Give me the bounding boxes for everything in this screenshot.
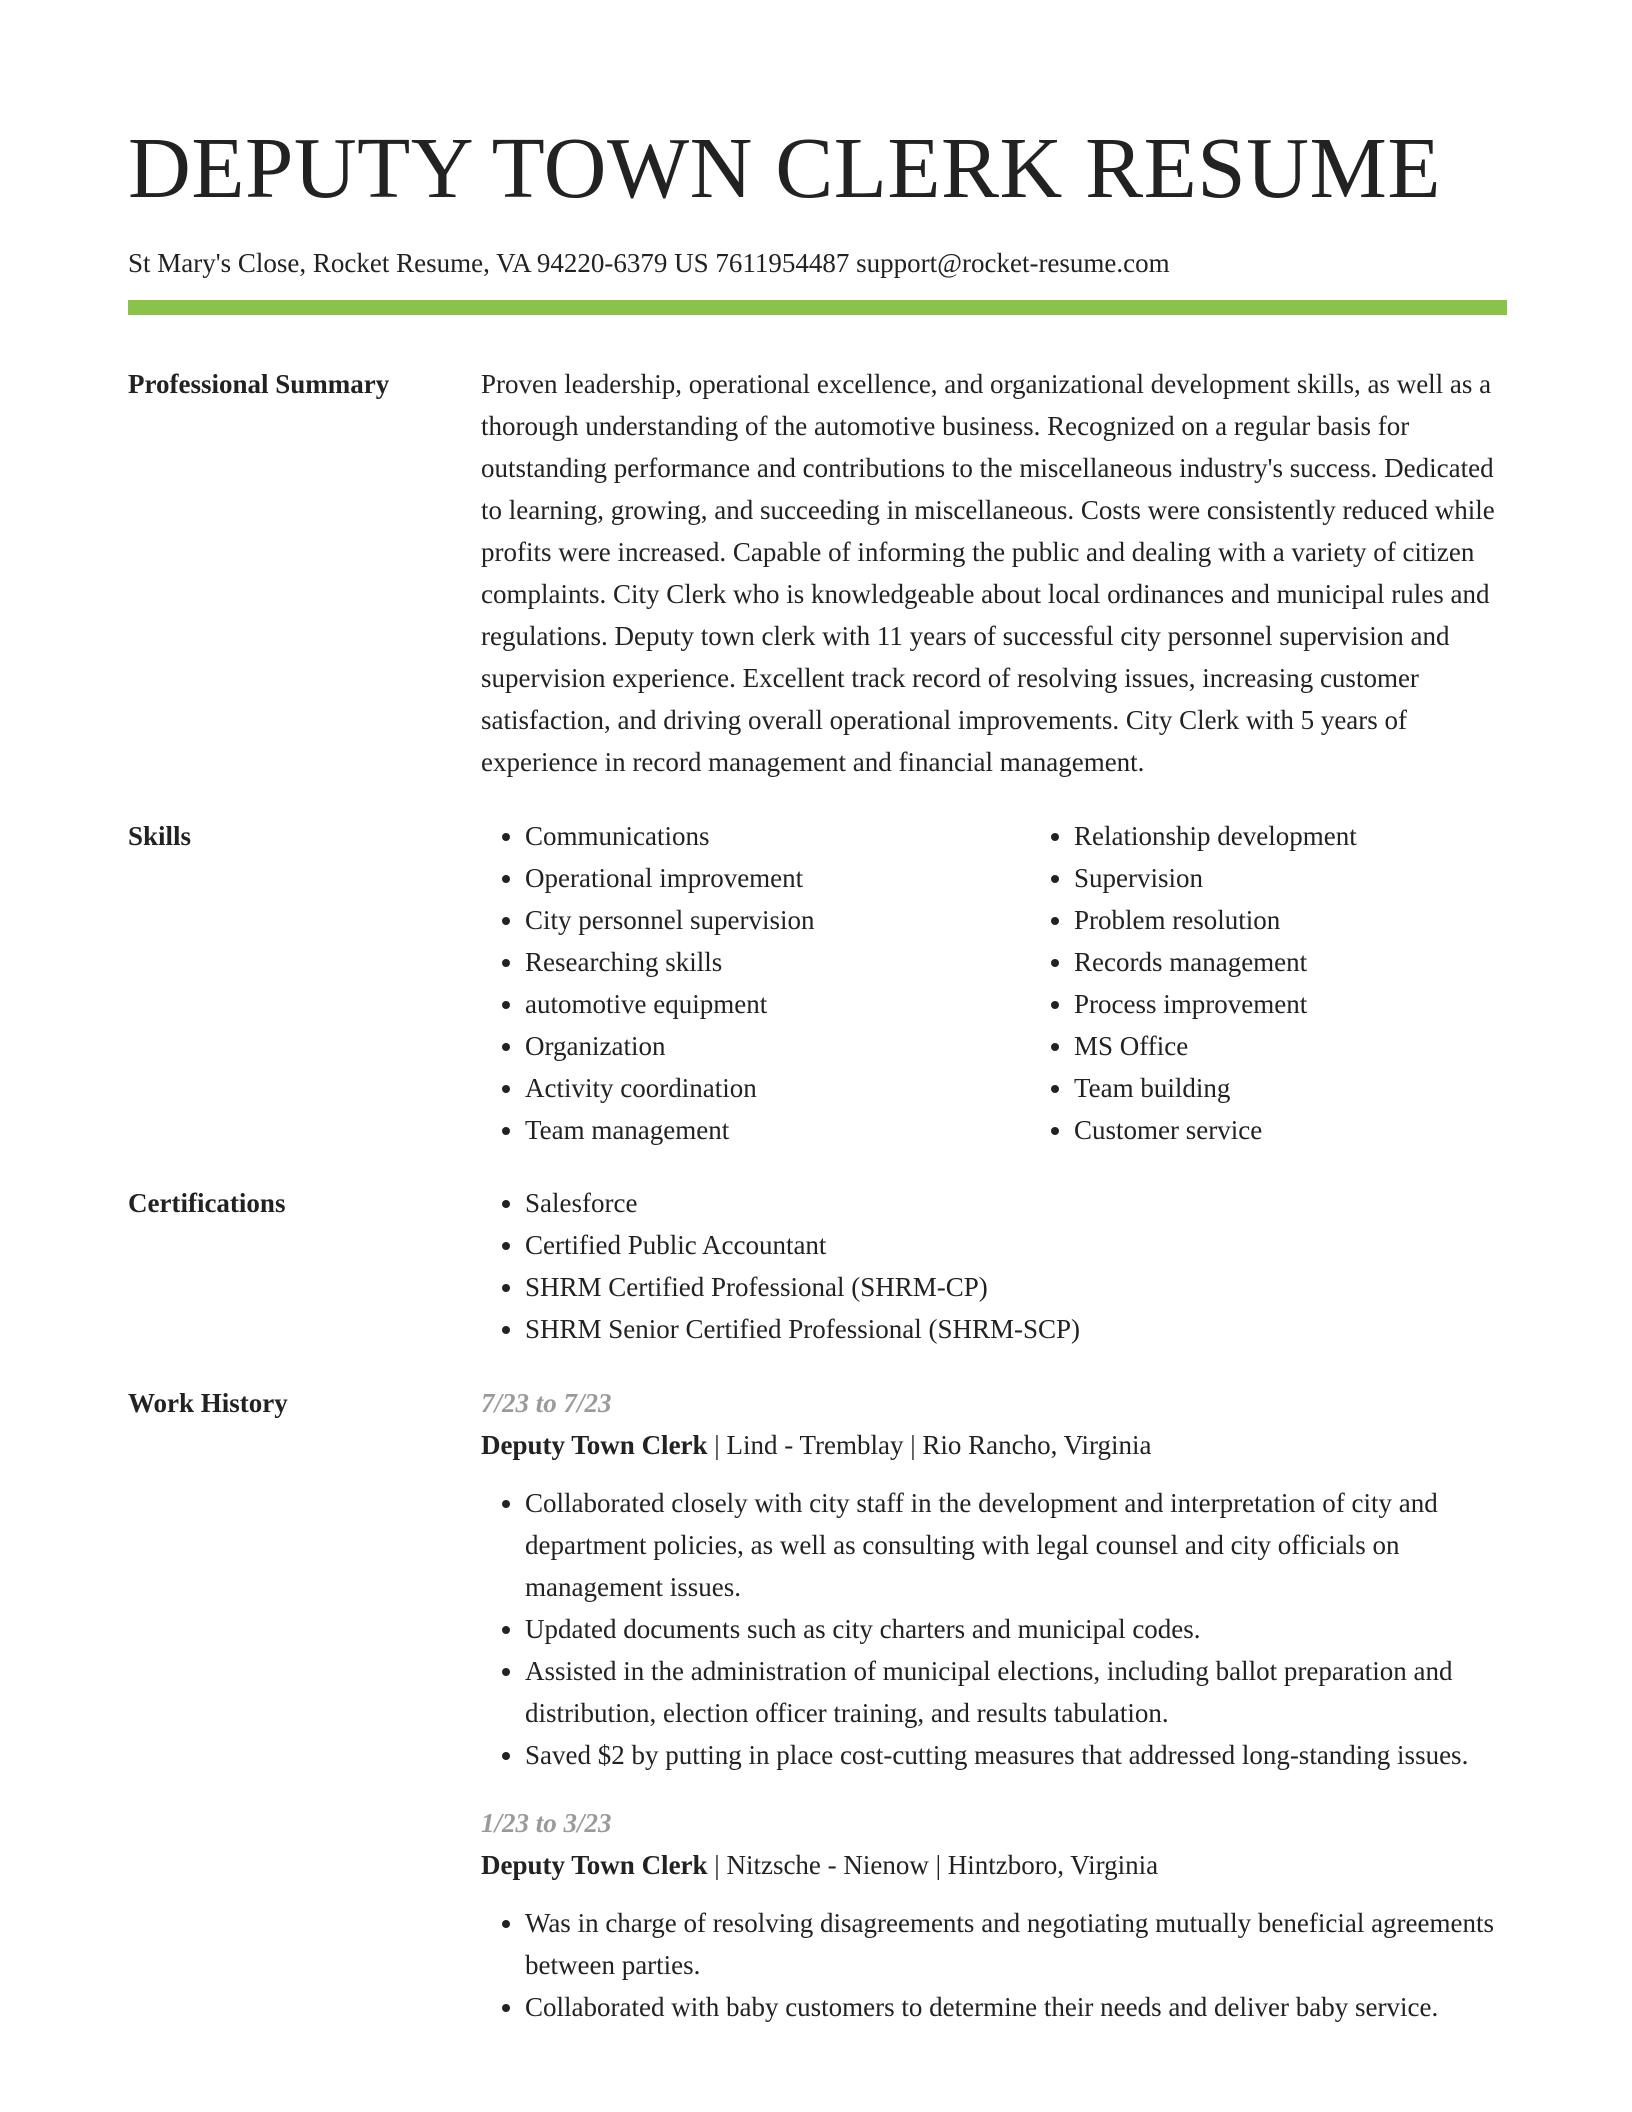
job-bullet: • Collaborated closely with city staff in the development and interpretation of city and department policies, as well as consulting with legal counsel and city officials on management issues. bbox=[525, 1482, 1507, 1608]
job-title: Deputy Town Clerk bbox=[481, 1850, 708, 1880]
job-bullet: • Collaborated with baby customers to determine their needs and deliver baby service. bbox=[525, 1986, 1507, 2028]
job-heading bbox=[481, 1424, 1507, 1466]
skill-item: • Process improvement bbox=[1074, 983, 1579, 1025]
certifications-list bbox=[481, 1182, 1507, 1350]
job-title: Deputy Town Clerk bbox=[481, 1430, 708, 1460]
work-history-section bbox=[128, 1382, 1507, 2028]
skill-item: • Researching skills bbox=[525, 941, 1030, 983]
summary-label: Professional Summary bbox=[128, 369, 390, 399]
job-bullet: • Assisted in the administration of municipal elections, including ballot preparation and distribution, election officer training, and results tabulation. bbox=[525, 1650, 1507, 1734]
job-entry bbox=[481, 1382, 1507, 1776]
job-dates: 1/23 to 3/23 bbox=[481, 1808, 612, 1838]
skill-item: • Relationship development bbox=[1074, 815, 1579, 857]
summary-section bbox=[128, 363, 1507, 783]
certification-item: • SHRM Senior Certified Professional (SHRM-SCP) bbox=[525, 1308, 1507, 1350]
certification-item: • Salesforce bbox=[525, 1182, 1507, 1224]
skill-item: • MS Office bbox=[1074, 1025, 1579, 1067]
resume-title: DEPUTY TOWN CLERK RESUME bbox=[128, 119, 1442, 216]
certifications-label: Certifications bbox=[128, 1188, 286, 1218]
header-divider bbox=[128, 300, 1507, 315]
job-bullet: • Saved $2 by putting in place cost-cutting measures that addressed long-standing issues. bbox=[525, 1734, 1507, 1776]
job-details: | Lind - Tremblay | Rio Rancho, Virginia bbox=[707, 1430, 1152, 1460]
job-dates: 7/23 to 7/23 bbox=[481, 1388, 612, 1418]
job-heading bbox=[481, 1844, 1507, 1886]
job-bullet: • Was in charge of resolving disagreements and negotiating mutually beneficial agreements between parties. bbox=[525, 1902, 1507, 1986]
contact-line: St Mary's Close, Rocket Resume, VA 94220-6379 US 7611954487 support@rocket-resume.com bbox=[128, 248, 1170, 278]
job-bullets bbox=[481, 1482, 1507, 1776]
skill-item: • Communications bbox=[525, 815, 1030, 857]
skills-list-left bbox=[481, 815, 1030, 1151]
resume-page bbox=[128, 0, 1507, 2028]
skill-item: • Organization bbox=[525, 1025, 1030, 1067]
certification-item: • Certified Public Accountant bbox=[525, 1224, 1507, 1266]
job-details: | Nitzsche - Nienow | Hintzboro, Virginia bbox=[707, 1850, 1159, 1880]
skill-item: • Operational improvement bbox=[525, 857, 1030, 899]
job-entry bbox=[481, 1802, 1507, 2028]
skills-label: Skills bbox=[128, 821, 192, 851]
skill-item: • Team building bbox=[1074, 1067, 1579, 1109]
skill-item: • Problem resolution bbox=[1074, 899, 1579, 941]
certification-item: • SHRM Certified Professional (SHRM-CP) bbox=[525, 1266, 1507, 1308]
certifications-section bbox=[128, 1182, 1507, 1350]
skill-item: • Customer service bbox=[1074, 1109, 1579, 1151]
job-bullets bbox=[481, 1902, 1507, 2028]
skill-item: • Records management bbox=[1074, 941, 1579, 983]
skills-list-right bbox=[1030, 815, 1579, 1151]
skill-item: • Team management bbox=[525, 1109, 1030, 1151]
skill-item: • City personnel supervision bbox=[525, 899, 1030, 941]
skill-item: • Supervision bbox=[1074, 857, 1579, 899]
summary-text: Proven leadership, operational excellence, and organizational development skills, as well as a thorough understanding of the automotive business. Recognized on a regular basis for outstanding performance and contributions to the miscellaneous industry's success. Dedicated to learning, growing, and succeeding in miscellaneous. Costs were consistently reduced while profits were increased. Capable of informing the public and dealing with a variety of citizen complaints. City Clerk who is knowledgeable about local ordinances and municipal rules and regulations. Deputy town clerk with 11 years of successful city personnel supervision and supervision experience. Excellent track record of resolving issues, increasing customer satisfaction, and driving overall operational improvements. City Clerk with 5 years of experience in record management and financial management. bbox=[481, 369, 1495, 777]
job-bullet: • Updated documents such as city charters and municipal codes. bbox=[525, 1608, 1507, 1650]
skills-section bbox=[128, 815, 1507, 1151]
work-history-label: Work History bbox=[128, 1388, 288, 1418]
skill-item: • Activity coordination bbox=[525, 1067, 1030, 1109]
skill-item: • automotive equipment bbox=[525, 983, 1030, 1025]
